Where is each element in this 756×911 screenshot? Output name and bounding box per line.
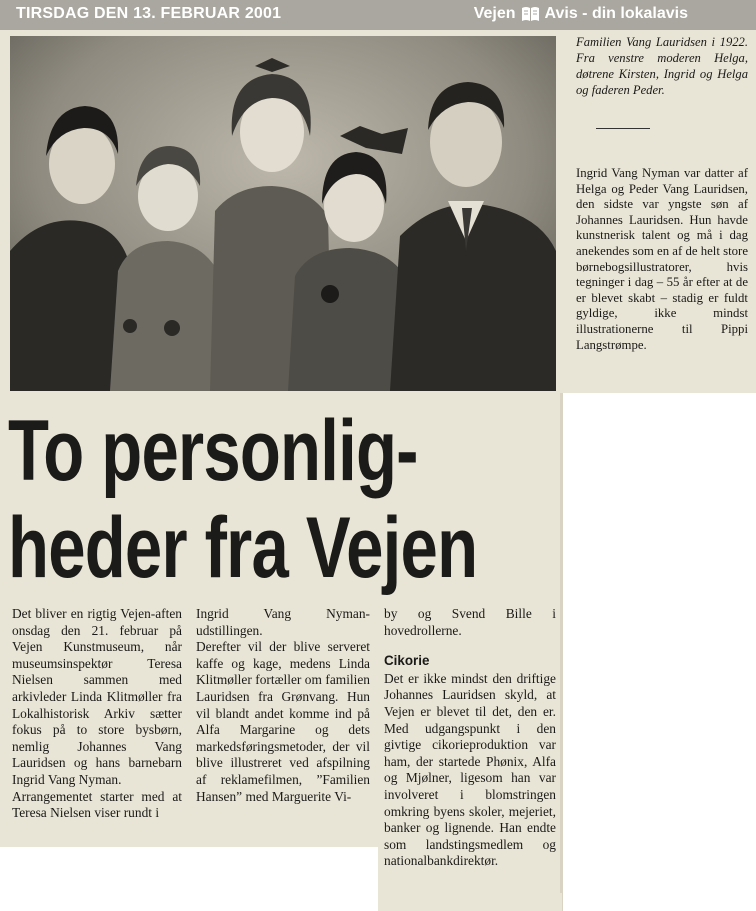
paragraph: Det bliver en rigtig Vejen-aften onsdag den 21. februar på Vejen Kunstmuseum, når museumsinspektør Teresa Nielsen sammen med arkivleder Linda Klitmøller fra Lokalhistorisk Arkiv sætter fokus på to store bysbørn, nemlig Johannes Vang Lauridsen og hans barnebarn Ingrid Vang Nyman. <box>12 606 182 787</box>
blank-margin <box>0 847 378 911</box>
article-column-3 <box>384 606 556 870</box>
article-headline <box>8 403 478 597</box>
paragraph: Det er ikke mindst den driftige Johannes Lauridsen skyld, at Vejen er blevet til det, den er. Med udgangspunkt i den givtige cikorieproduktion var ham, der startede Phønix, Alfa og Mjølner, ligesom han var involveret i blomstringen omkring byens skoler, mejeriet, banker og lignende. Han endte som landstingsmedlem og nationalbankdirektør. <box>384 670 556 869</box>
paragraph: Ingrid Vang Nyman-udstillingen. <box>196 606 370 638</box>
paragraph: by og Svend Bille i hovedrollerne. <box>384 606 556 638</box>
newspaper-header <box>0 0 756 30</box>
article-column-2 <box>196 606 370 805</box>
paper-name-part2: Avis - din lokalavis <box>544 5 688 22</box>
headline-line-2: heder fra Vejen <box>8 500 478 596</box>
paragraph: Arrangementet starter med at Teresa Nielsen viser rundt i <box>12 788 182 821</box>
subheading: Cikorie <box>384 653 430 669</box>
clipping-strip <box>380 893 562 911</box>
intro-text: Ingrid Vang Nyman var datter af Helga og Peder Vang Lauridsen, den sidste var yngste søn af Johannes Lauridsen. Hun havde kunstnerisk talent og må i dag anekendes som en af de helt store børnebogsillustratorer, hvis tegninger i dag – 55 år efter at de er blevet skabt – stadig er fuldt gyldige, ikke mindst illustrationerne til Pippi Langstrømpe. <box>576 166 748 352</box>
newspaper-brand <box>474 5 688 23</box>
photo-caption: Familien Vang Lauridsen i 1922. Fra venstre moderen Helga, døtrene Kirsten, Ingrid og Helga og faderen Peder. <box>576 35 748 97</box>
paragraph: Derefter vil der blive serveret kaffe og kage, medens Linda Klitmøller fortæller om familien Lauridsen fra Grønvang. Hun vil blandt andet komme ind på Alfa Margarine og dets markedsføringsmetoder, der vil blive illustreret ved afspilning af reklamefilmen, ”Familien Hansen” med Marguerite Vi- <box>196 639 370 804</box>
family-photo <box>10 36 556 391</box>
headline-line-1: To personlig- <box>8 403 418 499</box>
book-icon <box>521 6 540 22</box>
clipping-edge <box>560 393 563 911</box>
paper-name-part1: Vejen <box>473 5 516 22</box>
article-column-1 <box>12 606 182 822</box>
caption-divider <box>596 128 650 129</box>
issue-date: TIRSDAG DEN 13. FEBRUAR 2001 <box>16 5 282 22</box>
